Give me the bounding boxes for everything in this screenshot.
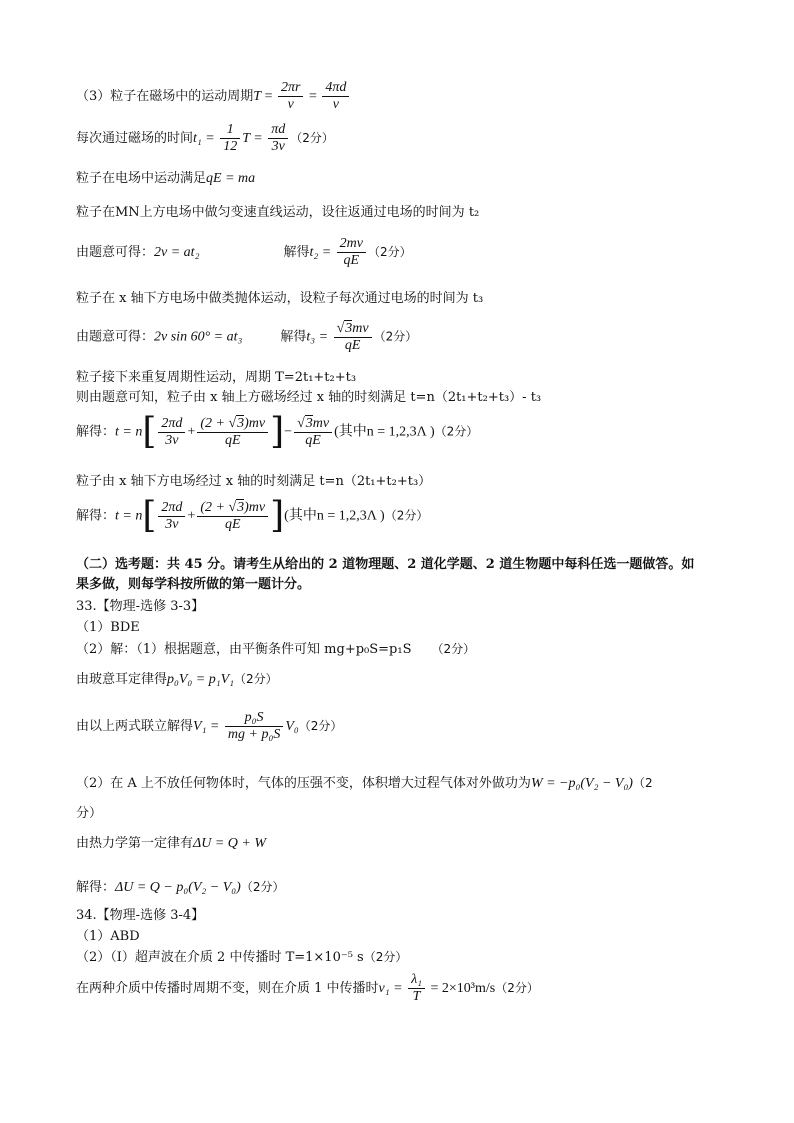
points-label: （2分） (234, 672, 278, 686)
line-period-repeat: 粒子接下来重复周期性运动，周期 T=2t₁+t₂+t₃ (76, 370, 357, 385)
fraction: $\frac{2mv}{qE}$ (337, 236, 366, 269)
fraction: $\frac{(2 + √3)mv}{qE}$ (197, 499, 268, 533)
line-condition-1: 则由题意可知，粒子由 x 轴上方磁场经过 x 轴的时刻满足 t=n（2t₁+t₂+t₃）- t₃ (76, 390, 542, 405)
points-label: （2分） (240, 880, 285, 894)
points-label: （2分） (368, 245, 412, 259)
fraction: $\frac{2\pi r}{v}$ (278, 80, 303, 113)
line-boyle: 由玻意耳定律得p₀V₀ = p₁V₁（2分） (76, 672, 278, 687)
line-projectile: 粒子在 x 轴下方电场中做类抛体运动，设粒子每次通过电场的时间为 t₃ (76, 291, 484, 306)
question-33-title: 33.【物理-选修 3-3】 (76, 599, 205, 614)
line-work: （2）在 A 上不放任何物体时，气体的压强不变，体积增大过程气体对外做功为W = −p₀(V₂ − V₀)（2 (76, 776, 653, 791)
question-34-title: 34.【物理-选修 3-4】 (76, 908, 205, 923)
line-solve-t2: 由题意可得：2v = at₂ 解得t₂ = $\frac{2mv}{qE}$ （2分） (76, 236, 412, 268)
fraction: $\frac{\text{λ₁}}{T}$ (408, 972, 425, 1005)
line-period: （3）粒子在磁场中的运动周期T = $\frac{2\pi r}{v}$ = $\frac{4\pi d}{v}$ (76, 80, 351, 113)
fraction: $\frac{1}{12}$ (220, 122, 240, 155)
question-33-part2: （2）解：（1）根据题意，由平衡条件可知 mg+p₀S=p₁S （2分） (76, 642, 476, 657)
line-text: （3）粒子在磁场中的运动周期 (76, 89, 254, 104)
line-speed-v1: 在两种介质中传播时周期不变，则在介质 1 中传播时v₁ = $\frac{\text{λ₁}}{T}$ = 2×10³m/s（2分） (76, 972, 539, 1004)
fraction: $\frac{2\pi d}{3v}$ (158, 500, 185, 533)
points-label: （2分） (298, 719, 343, 733)
line-work-cont: 分） (76, 806, 103, 821)
line-delta-u: 解得：ΔU = Q − p₀(V₂ − V₀)（2分） (76, 880, 285, 895)
fraction: $\frac{\pi d}{3v}$ (268, 122, 288, 155)
fraction: $\frac{2\pi d}{3v}$ (158, 416, 185, 449)
points-label: （2分） (290, 131, 334, 145)
points-label: （2分） (434, 424, 479, 439)
fraction: $\frac{4\pi d}{v}$ (322, 80, 349, 113)
points-label: （2分） (384, 508, 429, 523)
points-label: （2分） (495, 981, 539, 995)
line-mn-field: 粒子在MN上方电场中做匀变速直线运动，设往返通过电场的时间为 t₂ (76, 205, 480, 220)
section-elective-heading: （二）选考题：共 45 分。请考生从给出的 2 道物理题、2 道化学题、2 道生物题中每科任选一题做答。如 (76, 557, 695, 572)
line-condition-2: 粒子由 x 轴下方电场经过 x 轴的时刻满足 t=n（2t₁+t₂+t₃） (76, 474, 432, 489)
line-result-2: 解得：t = n[ $\frac{2\pi d}{3v}$ + $\frac{(2 + √3)mv}{qE}$ ](其中n = 1,2,3Λ )（2分） (76, 495, 429, 536)
question-33-part1: （1）BDE (76, 620, 140, 635)
line-solve-t3: 由题意可得：2v sin 60° = at₃ 解得t₃ = $\frac{√3mv}{qE}$ （2分） (76, 321, 418, 353)
question-34-part1: （1）ABD (76, 929, 140, 944)
line-v1: 由以上两式联立解得V₁ = $\frac{\text{p₀S}}{\text{mg + p₀S}}$ V₀（2分） (76, 710, 343, 742)
line-result-1: 解得：t = n[ $\frac{2\pi d}{3v}$ + $\frac{(2 + √3)mv}{qE}$ ]− $\frac{√3mv}{qE}$ (其中n = 1,2,3Λ )（2分） (76, 411, 479, 452)
line-electric: 粒子在电场中运动满足qE = ma (76, 171, 256, 186)
fraction: $\frac{√3mv}{qE}$ (294, 415, 332, 449)
points-label: （2分） (431, 642, 476, 656)
points-label: （2 (632, 776, 653, 790)
fraction: $\frac{(2 + √3)mv}{qE}$ (197, 415, 268, 449)
points-label: （2分） (363, 950, 408, 964)
section-elective-heading-cont: 果多做，则每学科按所做的第一题计分。 (76, 577, 311, 592)
line-time-t1: 每次通过磁场的时间t₁ = $\frac{1}{12}$ T = $\frac{\pi d}{3v}$ （2分） (76, 122, 334, 154)
line-first-law: 由热力学第一定律有ΔU = Q + W (76, 836, 267, 851)
fraction: $\frac{\text{p₀S}}{\text{mg + p₀S}}$ (225, 710, 283, 743)
question-34-part2: （2）（Ⅰ）超声波在介质 2 中传播时 T=1×10⁻⁵ s（2分） (76, 950, 408, 965)
points-label: （2分） (373, 329, 418, 344)
fraction: $\frac{√3mv}{qE}$ (334, 320, 372, 354)
